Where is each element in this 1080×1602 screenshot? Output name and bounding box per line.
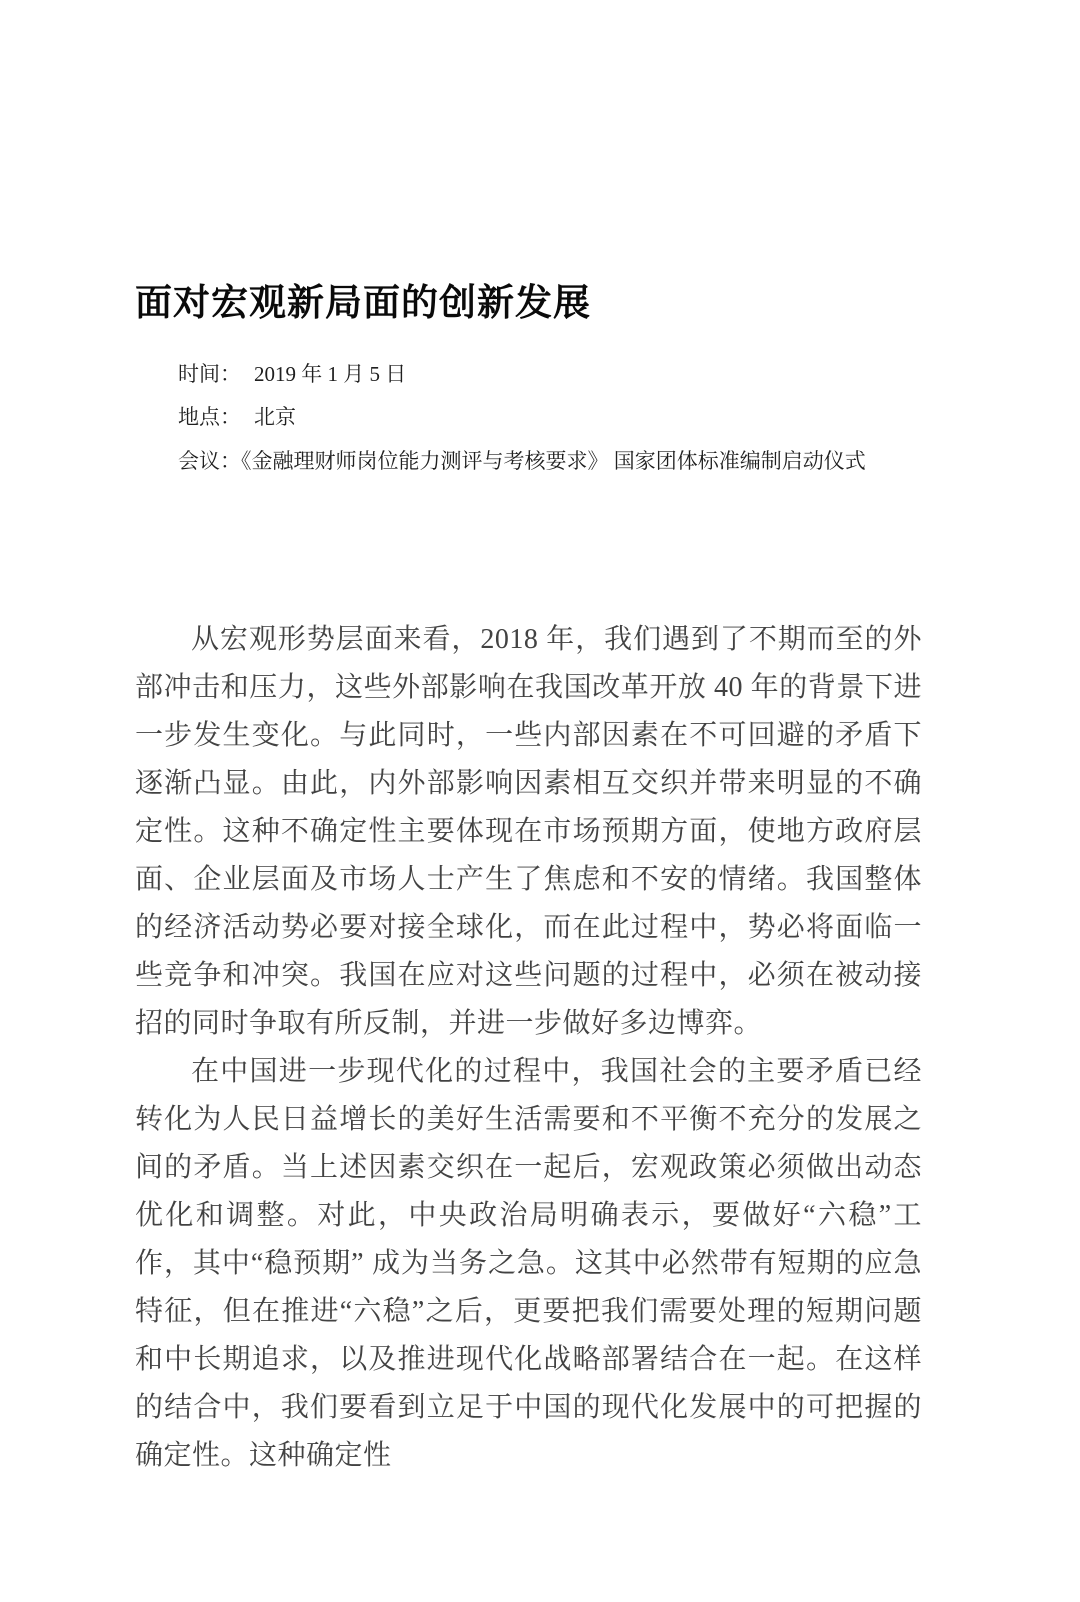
- meta-place-label: 地点：: [178, 405, 241, 430]
- paragraph-1: 从宏观形势层面来看，2018 年，我们遇到了不期而至的外部冲击和压力，这些外部影响在我国改革开放 40 年的背景下进一步发生变化。与此同时，一些内部因素在不可回避的矛盾下逐渐凸显。由此，内外部影响因素相互交织并带来明显的不确定性。这种不确定性主要体现在市场预期方面，使地方政府层面、企业层面及市场人士产生了焦虑和不安的情绪。我国整体的经济活动势必要对接全球化，而在此过程中，势必将面临一些竞争和冲突。我国在应对这些问题的过程中，必须在被动接招的同时争取有所反制，并进一步做好多边博弈。: [135, 624, 922, 1040]
- body-text: [135, 616, 922, 1480]
- meta-time-value: 2019 年 1 月 5 日: [254, 361, 407, 386]
- meta-conference-label: 会议：: [178, 448, 241, 473]
- meta-place-value: 北京: [254, 405, 296, 430]
- meta-row-time: [178, 353, 922, 397]
- meta-time-label: 时间：: [178, 361, 241, 386]
- meta-row-place: [178, 396, 922, 440]
- meta-conference-value: 《金融理财师岗位能力测评与考核要求》 国家团体标准编制启动仪式: [241, 448, 866, 473]
- meta-row-conference: [178, 440, 922, 484]
- page-title: 面对宏观新局面的创新发展: [135, 283, 591, 324]
- meta-block: [178, 353, 922, 484]
- paragraph-2: 在中国进一步现代化的过程中，我国社会的主要矛盾已经转化为人民日益增长的美好生活需要和不平衡不充分的发展之间的矛盾。当上述因素交织在一起后，宏观政策必须做出动态优化和调整。对此，中央政治局明确表示，要做好“六稳”工作，其中“稳预期” 成为当务之急。这其中必然带有短期的应急特征，但在推进“六稳”之后，更要把我们需要处理的短期问题和中长期追求，以及推进现代化战略部署结合在一起。在这样的结合中，我们要看到立足于中国的现代化发展中的可把握的确定性。这种确定性: [135, 1056, 922, 1472]
